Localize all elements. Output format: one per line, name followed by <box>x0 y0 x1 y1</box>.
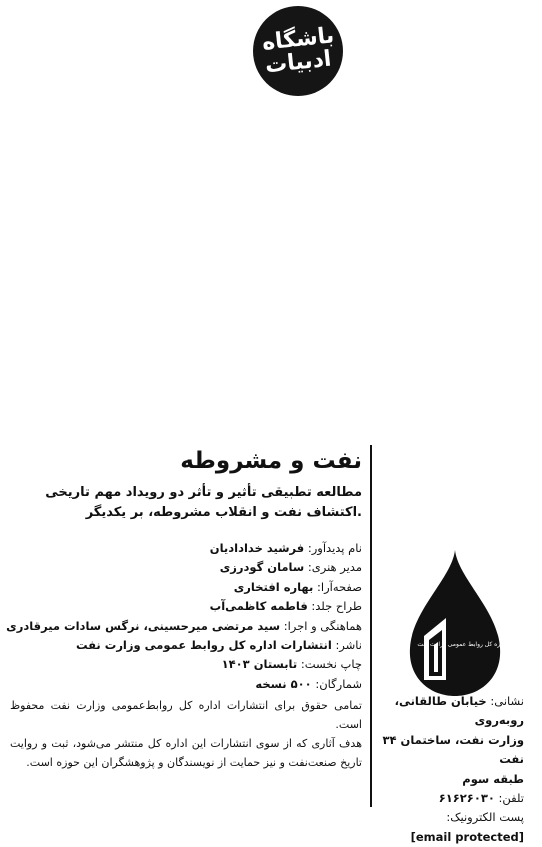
credit-value: سامان گودرزی <box>219 560 305 575</box>
email-label: پست الکترونیک: <box>446 810 524 825</box>
oil-drop-logo-icon <box>394 548 531 698</box>
vertical-divider <box>370 445 372 807</box>
address-value: خیابان طالقانی، روبه‌روی <box>394 694 524 728</box>
credits-list <box>6 539 362 694</box>
credit-value: سید مرتضی میرحسینی، نرگس سادات میرقادری <box>6 618 281 633</box>
credit-label: صفحه‌آرا: <box>317 579 362 594</box>
phone-value: ۶۱۶۲۶۰۳۰ <box>438 791 495 806</box>
credit-art-director <box>22 558 362 577</box>
credit-label: ناشر: <box>335 638 362 653</box>
book-subtitle-line-2: .اکتشاف نفت و انقلاب مشروطه، بر یکدیگر <box>85 505 362 520</box>
phone-label: تلفن: <box>498 791 524 806</box>
address-line-2: وزارت نفت، ساختمان ۳۴ نفت <box>382 732 524 767</box>
phone-line <box>374 789 524 808</box>
logo-line-1: باشگاه <box>260 23 336 56</box>
rights-notes <box>10 696 362 772</box>
credit-label: نام پدیدآور: <box>307 541 362 555</box>
address-label: نشانی: <box>490 694 524 708</box>
credit-first-print <box>22 655 362 674</box>
credit-label: طراح جلد: <box>311 599 362 614</box>
credit-publisher <box>22 636 362 655</box>
credit-label: چاپ نخست: <box>300 657 362 672</box>
copyright-note: تمامی حقوق برای انتشارات اداره کل روابط‌عمومی وزارت نفت محفوظ است. <box>10 699 362 732</box>
address-line-3: طبقه سوم <box>462 771 524 786</box>
mission-note: هدف آثاری که از سوی انتشارات این اداره کل منتشر می‌شود، ثبت و روایت تاریخ صنعت‌نفت و نیز حمایت از نویسندگان و پژوهشگران این حوزه است. <box>10 737 362 770</box>
book-title: نفت و مشروطه <box>180 448 362 474</box>
publisher-logo-text: انتشارات اداره کل روابط عمومی وزارت نفت <box>417 641 531 648</box>
colophon <box>6 445 362 772</box>
club-logo <box>253 6 343 96</box>
contact-block <box>374 692 524 847</box>
credit-label: مدیر هنری: <box>307 560 362 575</box>
credit-value: بهاره افتخاری <box>233 579 314 594</box>
credit-layout <box>22 578 362 597</box>
credit-value: فاطمه کاظمی‌آب <box>209 599 308 614</box>
credit-coordination <box>6 617 362 636</box>
credit-cover-designer <box>22 597 362 616</box>
credit-label: هماهنگی و اجرا: <box>283 618 362 633</box>
credit-value: انتشارات اداره کل روابط عمومی وزارت نفت <box>75 638 332 653</box>
book-subtitle-line-1: مطالعه تطبیقی تأثیر و تأثر دو رویداد مهم تاریخی <box>45 485 362 500</box>
credit-author <box>22 539 362 558</box>
publisher-logo <box>394 548 531 698</box>
logo-line-2: ادبیات <box>263 46 333 79</box>
credit-label: شمارگان: <box>315 676 362 691</box>
address-line-1 <box>374 692 524 731</box>
credit-value: ۵۰۰ نسخه <box>255 676 312 691</box>
credit-print-run <box>22 675 362 694</box>
credit-value: تابستان ۱۴۰۳ <box>221 657 298 672</box>
credit-value: فرشید خدادادیان <box>209 541 305 555</box>
email-link[interactable]: [email protected] <box>410 829 524 844</box>
